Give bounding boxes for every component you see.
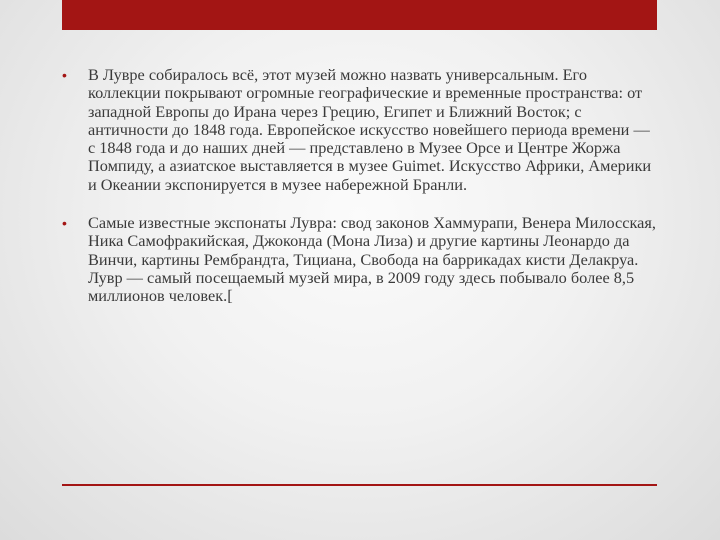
top-accent-bar — [62, 0, 657, 30]
slide-content — [62, 66, 657, 326]
bullet-icon: • — [62, 215, 67, 232]
bullet-icon: • — [62, 67, 67, 83]
bullet-item-collections — [62, 66, 657, 194]
bottom-divider — [62, 484, 657, 486]
bullet-text: Самые известные экспонаты Лувра: свод законов Хаммурапи, Венера Милосская, Ника Самофракийская, Джоконда (Мона Лиза) и другие картины Леонардо да Винчи, картины Рембрандта, Тициана, Свобода на баррикадах кисти Делакруа. Лувр — самый посещаемый музей мира, в 2009 году здесь побывало более 8,5 миллионов человек.[ — [88, 213, 656, 306]
bullet-text: В Лувре собиралось всё, этот музей можно назвать универсальным. Его коллекции покрывают огромные географические и временные пространства: от западной Европы до Ирана через Грецию, Египет и Ближний Восток; с античности до 1848 года. Европейское искусство новейшего периода времени — с 1848 года и до наших дней — представлено в Музее Орсе и Центре Жоржа Помпиду, а азиатское выставляется в музее Guimet. Искусство Африки, Америки и Океании экспонируется в музее набережной Бранли. — [88, 65, 652, 194]
bullet-item-exhibits — [62, 214, 657, 305]
